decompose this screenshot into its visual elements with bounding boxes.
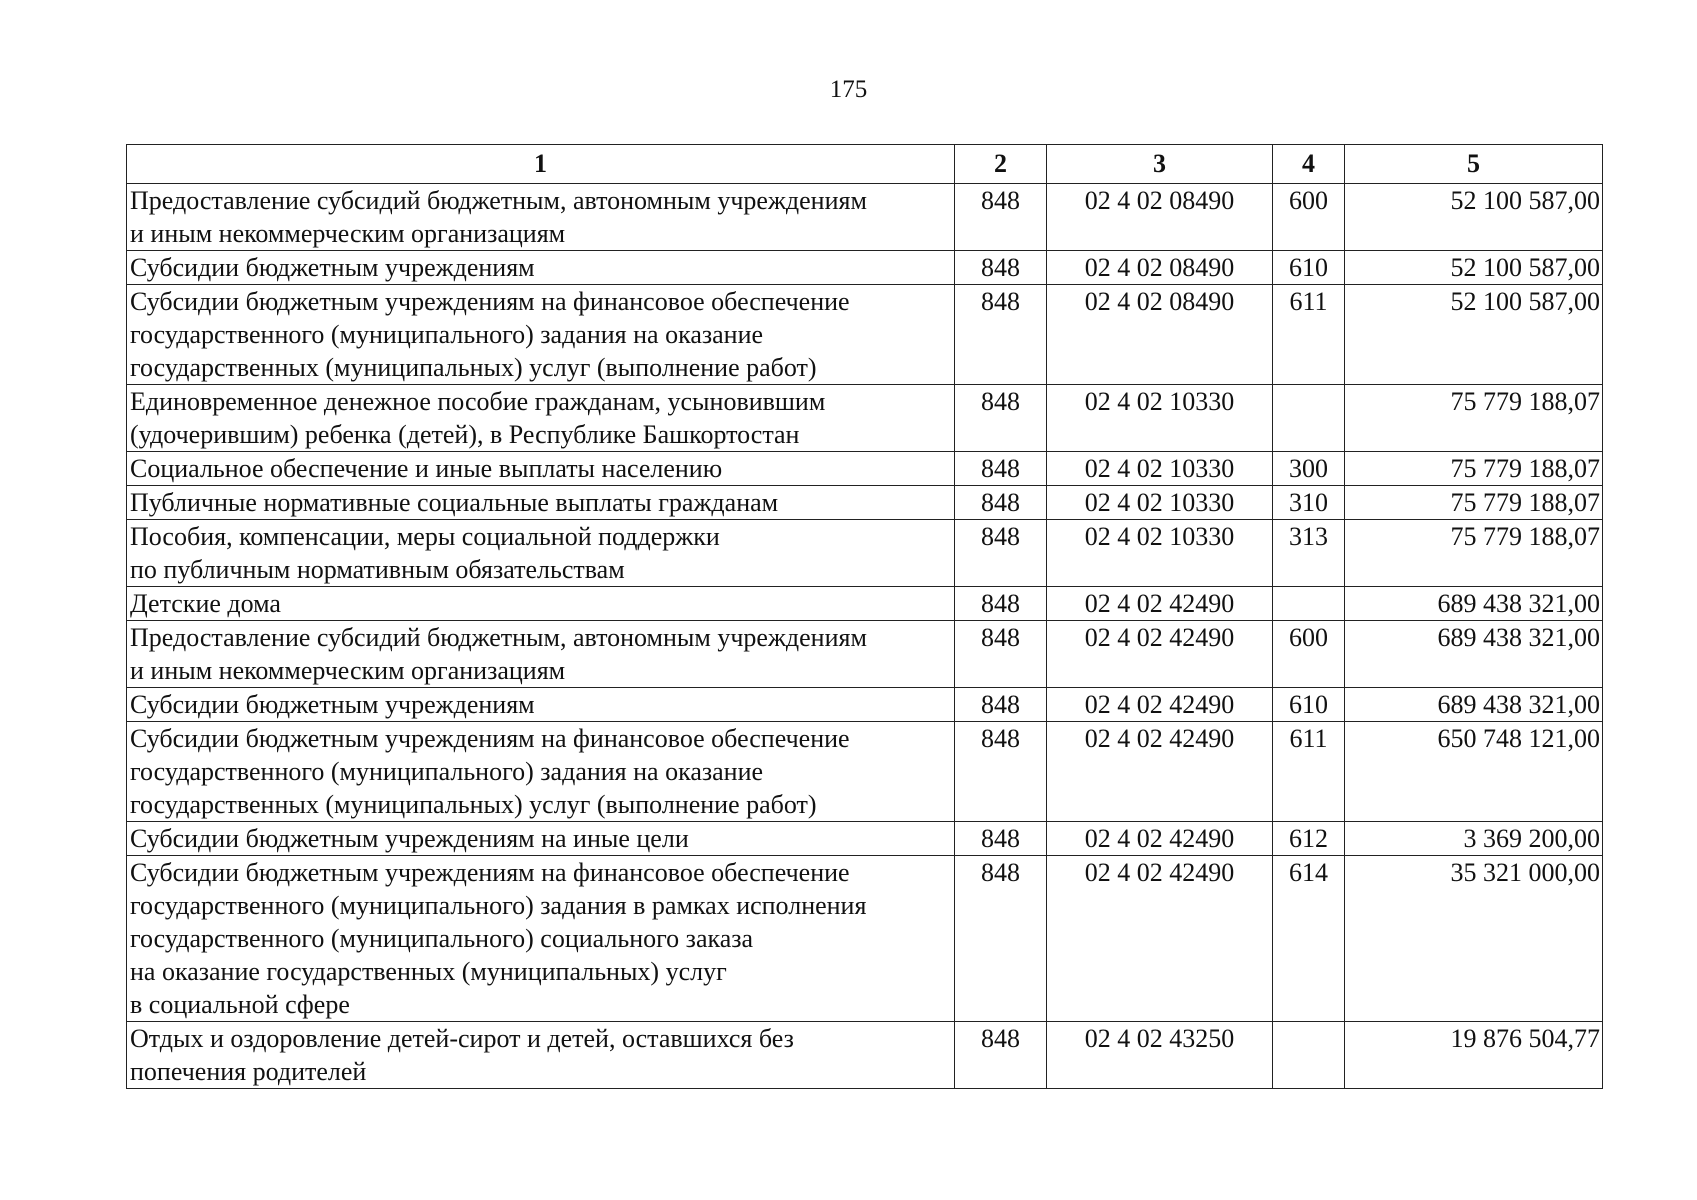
row-ved-cell: 848 xyxy=(955,285,1047,385)
row-ved-cell: 848 xyxy=(955,856,1047,1022)
row-csr-cell: 02 4 02 42490 xyxy=(1047,621,1273,688)
row-name-cell: Субсидии бюджетным учреждениям xyxy=(127,251,955,285)
row-csr-cell: 02 4 02 42490 xyxy=(1047,688,1273,722)
row-csr-cell: 02 4 02 10330 xyxy=(1047,520,1273,587)
table-row xyxy=(127,520,1603,587)
row-csr-cell: 02 4 02 43250 xyxy=(1047,1022,1273,1089)
row-name-cell: Субсидии бюджетным учреждениям на финансовое обеспечение государственного (муниципального) задания на оказание государственных (муниципальных) услуг (выполнение работ) xyxy=(127,285,955,385)
row-name-cell: Субсидии бюджетным учреждениям на финансовое обеспечение государственного (муниципального) задания на оказание государственных (муниципальных) услуг (выполнение работ) xyxy=(127,722,955,822)
row-vr-cell: 310 xyxy=(1273,486,1345,520)
row-name-cell: Субсидии бюджетным учреждениям xyxy=(127,688,955,722)
row-vr-cell: 610 xyxy=(1273,251,1345,285)
row-vr-cell: 600 xyxy=(1273,621,1345,688)
row-ved-cell: 848 xyxy=(955,385,1047,452)
row-ved-cell: 848 xyxy=(955,486,1047,520)
row-csr-cell: 02 4 02 42490 xyxy=(1047,722,1273,822)
row-vr-cell xyxy=(1273,385,1345,452)
column-header-csr: 3 xyxy=(1047,145,1273,184)
row-csr-cell: 02 4 02 08490 xyxy=(1047,251,1273,285)
column-header-sum: 5 xyxy=(1345,145,1603,184)
row-sum-cell: 689 438 321,00 xyxy=(1345,688,1603,722)
row-name-cell: Отдых и оздоровление детей-сирот и детей, оставшихся без попечения родителей xyxy=(127,1022,955,1089)
table-row xyxy=(127,184,1603,251)
row-ved-cell: 848 xyxy=(955,452,1047,486)
column-header-vr: 4 xyxy=(1273,145,1345,184)
row-vr-cell: 611 xyxy=(1273,285,1345,385)
table-row xyxy=(127,251,1603,285)
row-vr-cell xyxy=(1273,1022,1345,1089)
row-vr-cell: 611 xyxy=(1273,722,1345,822)
row-vr-cell: 600 xyxy=(1273,184,1345,251)
row-sum-cell: 689 438 321,00 xyxy=(1345,587,1603,621)
row-ved-cell: 848 xyxy=(955,822,1047,856)
row-vr-cell xyxy=(1273,587,1345,621)
row-sum-cell: 75 779 188,07 xyxy=(1345,520,1603,587)
row-vr-cell: 612 xyxy=(1273,822,1345,856)
table-row xyxy=(127,385,1603,452)
row-csr-cell: 02 4 02 10330 xyxy=(1047,452,1273,486)
row-name-cell: Пособия, компенсации, меры социальной поддержки по публичным нормативным обязательствам xyxy=(127,520,955,587)
row-csr-cell: 02 4 02 42490 xyxy=(1047,822,1273,856)
row-sum-cell: 75 779 188,07 xyxy=(1345,452,1603,486)
table-row xyxy=(127,722,1603,822)
row-name-cell: Предоставление субсидий бюджетным, автономным учреждениям и иным некоммерческим организациям xyxy=(127,184,955,251)
row-vr-cell: 614 xyxy=(1273,856,1345,1022)
row-sum-cell: 52 100 587,00 xyxy=(1345,184,1603,251)
row-sum-cell: 52 100 587,00 xyxy=(1345,251,1603,285)
row-ved-cell: 848 xyxy=(955,1022,1047,1089)
table-row xyxy=(127,856,1603,1022)
row-ved-cell: 848 xyxy=(955,722,1047,822)
row-csr-cell: 02 4 02 42490 xyxy=(1047,587,1273,621)
row-sum-cell: 650 748 121,00 xyxy=(1345,722,1603,822)
table-row xyxy=(127,688,1603,722)
row-sum-cell: 689 438 321,00 xyxy=(1345,621,1603,688)
table-row xyxy=(127,1022,1603,1089)
table-row xyxy=(127,621,1603,688)
column-header-ved: 2 xyxy=(955,145,1047,184)
row-ved-cell: 848 xyxy=(955,184,1047,251)
column-header-name: 1 xyxy=(127,145,955,184)
row-name-cell: Публичные нормативные социальные выплаты гражданам xyxy=(127,486,955,520)
row-sum-cell: 19 876 504,77 xyxy=(1345,1022,1603,1089)
row-csr-cell: 02 4 02 08490 xyxy=(1047,184,1273,251)
row-vr-cell: 313 xyxy=(1273,520,1345,587)
row-ved-cell: 848 xyxy=(955,621,1047,688)
table-row xyxy=(127,452,1603,486)
budget-table xyxy=(126,144,1603,1089)
row-ved-cell: 848 xyxy=(955,251,1047,285)
row-ved-cell: 848 xyxy=(955,520,1047,587)
row-sum-cell: 3 369 200,00 xyxy=(1345,822,1603,856)
row-sum-cell: 35 321 000,00 xyxy=(1345,856,1603,1022)
row-csr-cell: 02 4 02 10330 xyxy=(1047,486,1273,520)
row-csr-cell: 02 4 02 08490 xyxy=(1047,285,1273,385)
table-row xyxy=(127,587,1603,621)
table-row xyxy=(127,822,1603,856)
row-name-cell: Субсидии бюджетным учреждениям на финансовое обеспечение государственного (муниципального) задания в рамках исполнения государственного (муниципального) социального заказа на оказание государственных (муниципальных) услуг в социальной сфере xyxy=(127,856,955,1022)
row-vr-cell: 300 xyxy=(1273,452,1345,486)
row-name-cell: Детские дома xyxy=(127,587,955,621)
row-sum-cell: 75 779 188,07 xyxy=(1345,486,1603,520)
row-ved-cell: 848 xyxy=(955,688,1047,722)
row-name-cell: Субсидии бюджетным учреждениям на иные цели xyxy=(127,822,955,856)
table-row xyxy=(127,285,1603,385)
row-ved-cell: 848 xyxy=(955,587,1047,621)
row-csr-cell: 02 4 02 42490 xyxy=(1047,856,1273,1022)
page-number: 175 xyxy=(829,76,868,103)
row-sum-cell: 75 779 188,07 xyxy=(1345,385,1603,452)
table-row xyxy=(127,486,1603,520)
row-name-cell: Социальное обеспечение и иные выплаты населению xyxy=(127,452,955,486)
table-header-row xyxy=(127,145,1603,184)
row-sum-cell: 52 100 587,00 xyxy=(1345,285,1603,385)
row-name-cell: Предоставление субсидий бюджетным, автономным учреждениям и иным некоммерческим организациям xyxy=(127,621,955,688)
row-csr-cell: 02 4 02 10330 xyxy=(1047,385,1273,452)
row-name-cell: Единовременное денежное пособие гражданам, усыновившим (удочерившим) ребенка (детей), в Республике Башкортостан xyxy=(127,385,955,452)
row-vr-cell: 610 xyxy=(1273,688,1345,722)
